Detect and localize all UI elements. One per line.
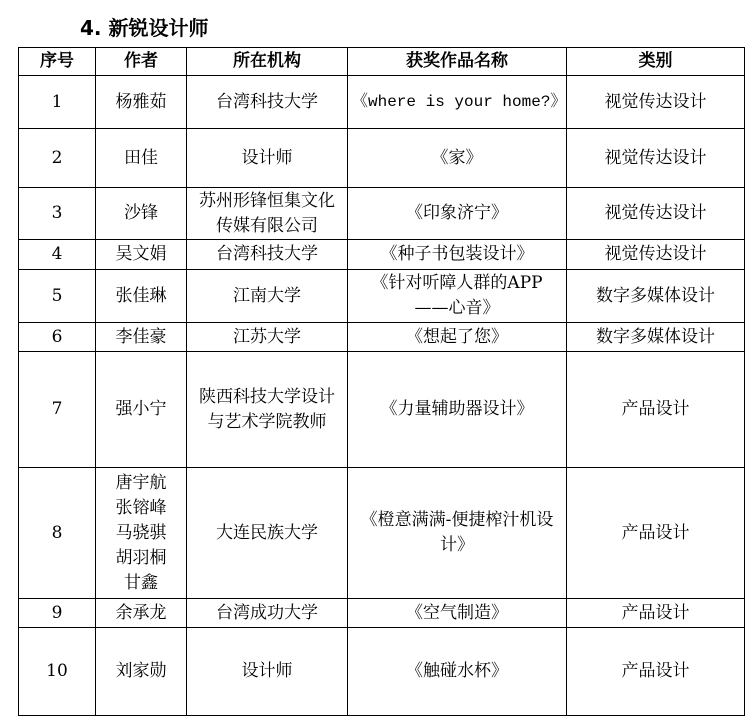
cell-no: 2	[19, 129, 96, 188]
cell-org: 设计师	[187, 129, 348, 188]
cell-org: 江苏大学	[187, 323, 348, 352]
cell-category: 产品设计	[567, 468, 745, 599]
table-row	[19, 270, 745, 323]
cell-work: 《空气制造》	[348, 599, 567, 628]
cell-category: 产品设计	[567, 352, 745, 468]
cell-org: 设计师	[187, 628, 348, 716]
cell-no: 10	[19, 628, 96, 716]
cell-category: 视觉传达设计	[567, 240, 745, 270]
cell-author: 唐宇航 张镕峰 马骁骐 胡羽桐 甘鑫	[96, 468, 187, 599]
cell-author: 沙锋	[96, 188, 187, 240]
cell-author: 张佳琳	[96, 270, 187, 323]
cell-category: 视觉传达设计	[567, 76, 745, 129]
cell-org: 大连民族大学	[187, 468, 348, 599]
table-row	[19, 240, 745, 270]
table-row	[19, 352, 745, 468]
cell-author: 余承龙	[96, 599, 187, 628]
cell-work: 《针对听障人群的APP——心音》	[348, 270, 567, 323]
cell-author: 强小宁	[96, 352, 187, 468]
cell-work: 《where is your home?》	[348, 76, 567, 129]
table-row	[19, 628, 745, 716]
cell-org: 江南大学	[187, 270, 348, 323]
cell-no: 5	[19, 270, 96, 323]
cell-no: 8	[19, 468, 96, 599]
cell-work: 《想起了您》	[348, 323, 567, 352]
cell-author: 吴文娟	[96, 240, 187, 270]
cell-org: 苏州形锋恒集文化传媒有限公司	[187, 188, 348, 240]
cell-category: 视觉传达设计	[567, 129, 745, 188]
cell-category: 产品设计	[567, 628, 745, 716]
cell-no: 1	[19, 76, 96, 129]
table-header-row	[19, 48, 745, 76]
header-no: 序号	[19, 48, 96, 76]
cell-work: 《印象济宁》	[348, 188, 567, 240]
cell-category: 产品设计	[567, 599, 745, 628]
cell-author: 李佳豪	[96, 323, 187, 352]
cell-work: 《橙意满满-便捷榨汁机设计》	[348, 468, 567, 599]
cell-no: 9	[19, 599, 96, 628]
table-row	[19, 599, 745, 628]
cell-author: 杨雅茹	[96, 76, 187, 129]
cell-category: 视觉传达设计	[567, 188, 745, 240]
cell-no: 7	[19, 352, 96, 468]
header-category: 类别	[567, 48, 745, 76]
cell-org: 台湾成功大学	[187, 599, 348, 628]
header-work: 获奖作品名称	[348, 48, 567, 76]
header-org: 所在机构	[187, 48, 348, 76]
cell-category: 数字多媒体设计	[567, 270, 745, 323]
cell-author: 田佳	[96, 129, 187, 188]
header-author: 作者	[96, 48, 187, 76]
table-row	[19, 468, 745, 599]
cell-category: 数字多媒体设计	[567, 323, 745, 352]
table-row	[19, 323, 745, 352]
table-row	[19, 129, 745, 188]
cell-work: 《种子书包装设计》	[348, 240, 567, 270]
award-table	[18, 47, 745, 716]
table-row	[19, 76, 745, 129]
table-row	[19, 188, 745, 240]
cell-no: 4	[19, 240, 96, 270]
cell-work: 《触碰水杯》	[348, 628, 567, 716]
cell-org: 台湾科技大学	[187, 240, 348, 270]
cell-author: 刘家勋	[96, 628, 187, 716]
cell-org: 陕西科技大学设计与艺术学院教师	[187, 352, 348, 468]
cell-work: 《力量辅助器设计》	[348, 352, 567, 468]
cell-work: 《家》	[348, 129, 567, 188]
cell-org: 台湾科技大学	[187, 76, 348, 129]
cell-no: 3	[19, 188, 96, 240]
section-title: 4. 新锐设计师	[80, 16, 209, 40]
cell-no: 6	[19, 323, 96, 352]
